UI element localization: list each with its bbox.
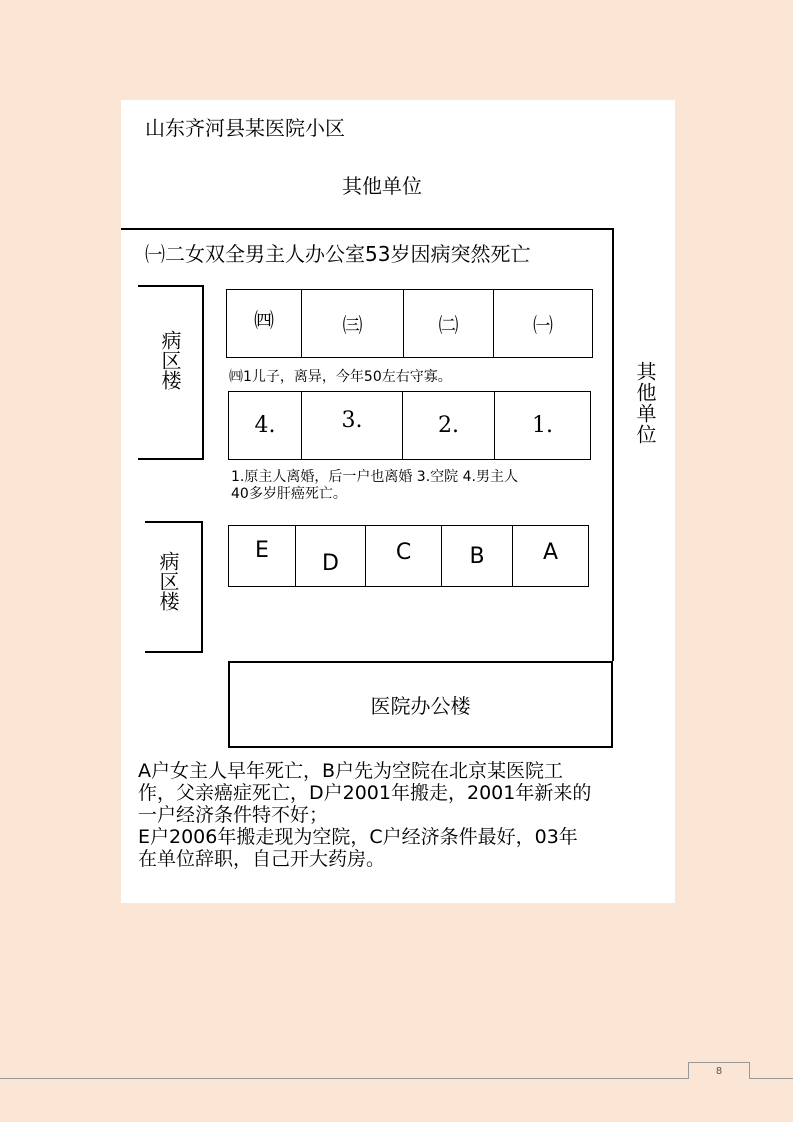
- hospital-office-building: [228, 661, 613, 748]
- house-row2-4-label: 4.: [254, 413, 276, 438]
- diagram-title: 山东齐河县某医院小区: [145, 116, 345, 140]
- page-number: 8: [715, 1065, 723, 1077]
- house-row1-2: [403, 289, 494, 358]
- top-other-units-label: 其他单位: [342, 174, 422, 198]
- house-A-label: A: [542, 540, 559, 565]
- hospital-office-building-label: 医院办公楼: [370, 694, 471, 718]
- row1-note: ㈣1儿子，离异，今年50左右守寡。: [229, 369, 452, 385]
- house-B: [441, 525, 513, 587]
- house-row2-2: [402, 391, 495, 460]
- ward-building-1-text: 病区楼: [158, 330, 182, 390]
- enclosure-top-line: [121, 228, 614, 230]
- house-D-label: D: [322, 551, 339, 576]
- ward-building-2-text: 病区楼: [156, 551, 180, 611]
- row2-note-line1: 1.原主人离婚，后一户也离婚 3.空院 4.男主人: [231, 469, 518, 485]
- house-E: [228, 525, 296, 587]
- house-row2-3-label: 3.: [341, 408, 363, 433]
- house-row2-2-label: 2.: [438, 413, 459, 438]
- house-A: [512, 525, 589, 587]
- enclosure-right-line: [612, 228, 614, 661]
- footer-rule: [0, 1078, 793, 1079]
- description-line-4: E户2006年搬走现为空院，C户经济条件最好，03年: [138, 826, 578, 848]
- house-C: [365, 525, 442, 587]
- description-line-5: 在单位辞职，自己开大药房。: [138, 848, 386, 870]
- description-line-1: A户女主人早年死亡，B户先为空院在北京某医院工: [138, 760, 564, 782]
- house-row1-4: [226, 289, 302, 358]
- house-row1-2-label: ㈡: [438, 313, 459, 337]
- ward-building-2-label: [156, 551, 180, 611]
- description-line-3: 一户经济条件特不好；: [138, 804, 329, 826]
- house-D: [295, 525, 366, 587]
- right-label-text: 其他单位: [633, 361, 657, 445]
- house-row2-1-label: 1.: [532, 413, 553, 438]
- house-C-label: C: [395, 540, 412, 565]
- description-line-2: 作，父亲癌症死亡，D户2001年搬走，2001年新来的: [138, 782, 592, 804]
- house-row1-3-label: ㈢: [342, 313, 363, 337]
- house-row1-1-label: ㈠: [533, 313, 553, 337]
- house-row1-3: [301, 289, 404, 358]
- house-row1-1: [493, 289, 593, 358]
- house-row1-4-label: ㈣: [254, 308, 274, 332]
- right-other-units-label: [633, 361, 657, 445]
- ward-building-1-label: [158, 330, 182, 390]
- family-1-heading: ㈠二女双全男主人办公室53岁因病突然死亡: [145, 242, 531, 266]
- house-row2-1: [494, 391, 591, 460]
- description-block: [138, 760, 591, 870]
- house-B-label: B: [469, 543, 485, 569]
- house-E-label: E: [255, 538, 269, 563]
- house-row2-4: [228, 391, 302, 460]
- row2-note-line2: 40多岁肝癌死亡。: [231, 486, 347, 502]
- house-row2-3: [301, 391, 403, 460]
- page-number-tab: [688, 1062, 750, 1079]
